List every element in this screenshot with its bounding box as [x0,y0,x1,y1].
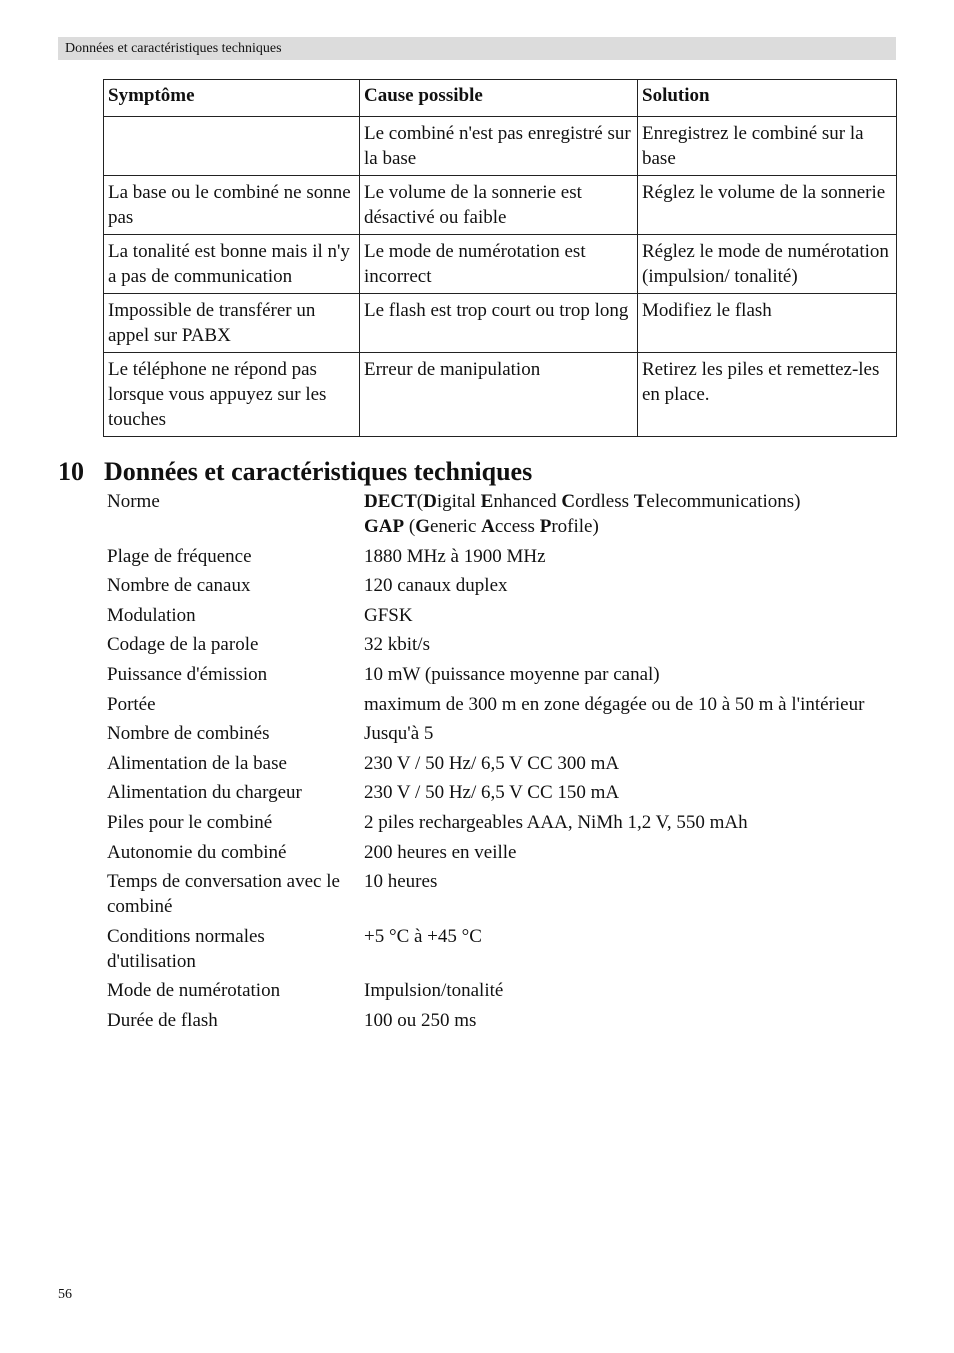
spec-label: Durée de flash [107,1009,218,1031]
table-row [104,176,897,235]
spec-label: Mode de numérotation [107,980,281,1002]
spec-value: 230 V / 50 Hz/ 6,5 V CC 150 mA [364,782,620,804]
symptom-cell: La base ou le combiné ne sonne pas [104,176,360,235]
spec-value: Jusqu'à 5 [364,723,434,745]
spec-label: Nombre de canaux [107,575,251,597]
troubleshooting-table [103,79,897,437]
section-title: Données et caractéristiques techniques [104,457,533,486]
spec-value: maximum de 300 m en zone dégagée ou de 10 à 50 m à l'intérieur [364,693,865,715]
spec-value: 1880 MHz à 1900 MHz [364,545,546,567]
solution-cell: Modifiez le flash [638,294,897,353]
spec-row [103,721,888,751]
symptom-cell: La tonalité est bonne mais il n'y a pas de communication [104,235,360,294]
spec-value [356,489,888,544]
spec-label: Alimentation du chargeur [107,782,302,804]
spec-value: 230 V / 50 Hz/ 6,5 V CC 300 mA [364,752,620,774]
spec-row [103,692,888,722]
page-number: 56 [58,1287,72,1302]
spec-label: Autonomie du combiné [107,841,287,863]
spec-row [103,1008,888,1038]
spec-label: Conditions normales d'utilisation [107,925,265,972]
spec-row [103,978,888,1008]
table-row [104,353,897,437]
spec-row [103,810,888,840]
spec-row [103,840,888,870]
solution-cell: Réglez le volume de la sonnerie [638,176,897,235]
spec-row [103,489,888,544]
column-header-cause: Cause possible [360,80,638,117]
running-header-bar [58,37,896,60]
table-row [104,117,897,176]
spec-row [103,544,888,574]
symptom-cell [104,117,360,176]
spec-label: Alimentation de la base [107,752,287,774]
cause-cell: Le flash est trop court ou trop long [360,294,638,353]
spec-value: 10 mW (puissance moyenne par canal) [364,663,660,685]
spec-row [103,924,888,979]
spec-row [103,662,888,692]
solution-cell: Enregistrez le combiné sur la base [638,117,897,176]
table-header-row [104,80,897,117]
spec-row [103,780,888,810]
section-number: 10 [58,457,84,486]
solution-cell: Retirez les piles et remettez-les en place. [638,353,897,437]
spec-value: 100 ou 250 ms [364,1009,477,1031]
spec-label: Codage de la parole [107,634,259,656]
dect-line: DECT(Digital Enhanced Cordless Telecommunications) [364,491,801,512]
spec-value: 200 heures en veille [364,841,517,863]
section-heading [58,456,532,488]
spec-value: +5 °C à +45 °C [364,925,482,947]
spec-value: 32 kbit/s [364,634,430,656]
symptom-cell: Le téléphone ne répond pas lorsque vous appuyez sur les touches [104,353,360,437]
spec-label: Norme [107,491,160,512]
spec-value: Impulsion/tonalité [364,980,504,1002]
cause-cell: Le volume de la sonnerie est désactivé ou faible [360,176,638,235]
spec-label: Nombre de combinés [107,723,270,745]
solution-cell: Réglez le mode de numérotation (impulsion/ tonalité) [638,235,897,294]
cause-cell: Erreur de manipulation [360,353,638,437]
specifications-table [103,489,888,1038]
table-row [104,294,897,353]
spec-value: GFSK [364,604,413,626]
spec-value: 120 canaux duplex [364,575,508,597]
spec-row [103,573,888,603]
cause-cell: Le mode de numérotation est incorrect [360,235,638,294]
symptom-cell: Impossible de transférer un appel sur PABX [104,294,360,353]
table-row [104,235,897,294]
column-header-solution: Solution [638,80,897,117]
spec-label: Temps de conversation avec le combiné [107,871,340,918]
spec-label: Puissance d'émission [107,663,268,685]
spec-row [103,869,888,924]
spec-row [103,603,888,633]
spec-row [103,632,888,662]
running-header: Données et caractéristiques techniques [65,41,282,56]
spec-value: 2 piles rechargeables AAA, NiMh 1,2 V, 550 mAh [364,811,748,833]
spec-label: Modulation [107,604,196,626]
spec-label: Plage de fréquence [107,545,252,567]
cause-cell: Le combiné n'est pas enregistré sur la base [360,117,638,176]
spec-row [103,751,888,781]
spec-label: Piles pour le combiné [107,811,273,833]
spec-label: Portée [107,693,156,715]
gap-line: GAP (Generic Access Profile) [364,516,599,537]
spec-value: 10 heures [364,871,438,893]
column-header-symptom: Symptôme [104,80,360,117]
